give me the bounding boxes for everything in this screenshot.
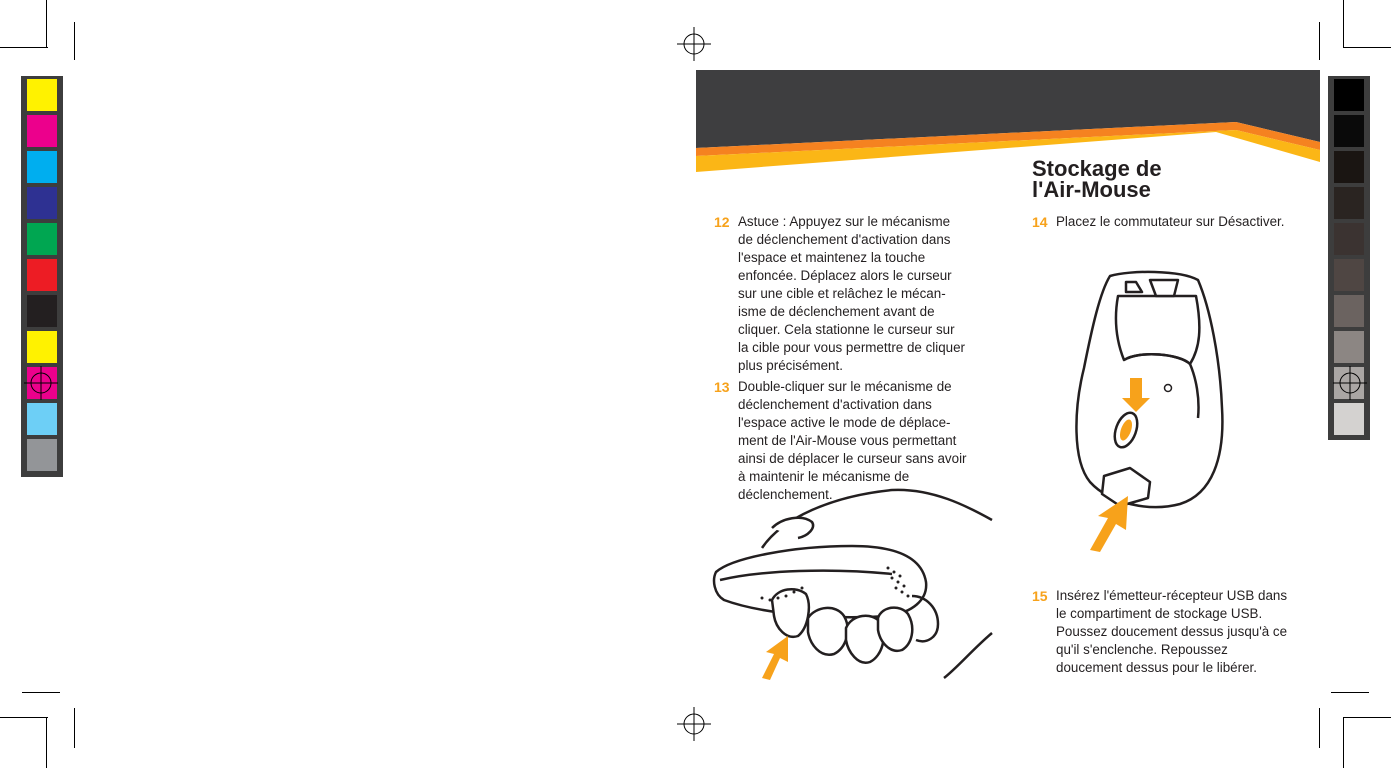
color-swatch — [1334, 115, 1364, 147]
color-swatch — [1334, 331, 1364, 363]
crop-mark — [46, 717, 47, 768]
step-number: 13 — [714, 379, 730, 395]
step-number: 14 — [1032, 214, 1048, 230]
registration-mark-icon — [677, 27, 711, 61]
registration-mark-icon — [677, 707, 711, 741]
registration-mark-icon — [1333, 366, 1367, 400]
step-15 — [1032, 587, 1332, 687]
step-number: 15 — [1032, 588, 1048, 604]
color-swatch — [27, 151, 57, 183]
crop-mark — [0, 47, 48, 48]
step-14 — [1032, 213, 1322, 233]
step-text: Double-cliquer sur le mécanisme de déclenchement d'activation dans l'espace active le mode de déplace- ment de l'Air-Mouse vous permettant ainsi de déplacer le curseur sans avoir à maintenir le mécanisme de déclenchement. — [738, 379, 967, 502]
color-swatch — [27, 259, 57, 291]
color-swatch — [27, 187, 57, 219]
crop-mark — [1343, 717, 1344, 768]
mouse-usb-storage-illustration — [1070, 268, 1230, 553]
step-text: Placez le commutateur sur Désactiver. — [1056, 214, 1285, 229]
color-swatch — [27, 115, 57, 147]
hand-holding-mouse-illustration — [712, 488, 994, 680]
color-swatch — [1334, 79, 1364, 111]
crop-mark — [74, 708, 75, 748]
color-swatch — [27, 295, 57, 327]
header-band — [696, 70, 1320, 195]
crop-mark — [1343, 717, 1391, 718]
crop-mark — [1319, 708, 1320, 748]
color-swatch — [1334, 295, 1364, 327]
registration-mark-icon — [24, 366, 58, 400]
crop-mark — [1331, 692, 1369, 693]
crop-mark — [1319, 22, 1320, 60]
step-text: Astuce : Appuyez sur le mécanisme de déclenchement d'activation dans l'espace et maintenez la touche enfoncée. Déplacez alors le curseur sur une cible et relâchez le mécan- isme de déclenchement avant de cliquer. Cela stationne le curseur sur la cible pour vous permettre de cliquer plus précisément. — [738, 214, 966, 373]
color-swatch — [27, 439, 57, 471]
crop-mark — [74, 22, 75, 60]
color-swatch — [27, 223, 57, 255]
crop-mark — [1343, 47, 1391, 48]
crop-mark — [22, 692, 60, 693]
page-title: Stockage de l'Air-Mouse — [1032, 156, 1162, 202]
color-bar-left — [21, 76, 63, 477]
crop-mark — [1343, 0, 1344, 48]
step-text: Insérez l'émetteur-récepteur USB dans le compartiment de stockage USB. Poussez doucement dessus jusqu'à ce qu'il s'enclenche. Repoussez doucement dessus pour le libérer. — [1056, 588, 1288, 675]
step-12 — [714, 213, 1004, 383]
color-swatch — [1334, 151, 1364, 183]
color-swatch — [1334, 403, 1364, 435]
crop-mark — [0, 717, 48, 718]
color-swatch — [27, 79, 57, 111]
color-swatch — [27, 403, 57, 435]
crop-mark — [46, 0, 47, 48]
step-number: 12 — [714, 214, 730, 230]
color-swatch — [1334, 259, 1364, 291]
color-swatch — [1334, 223, 1364, 255]
color-swatch — [1334, 187, 1364, 219]
color-swatch — [27, 331, 57, 363]
